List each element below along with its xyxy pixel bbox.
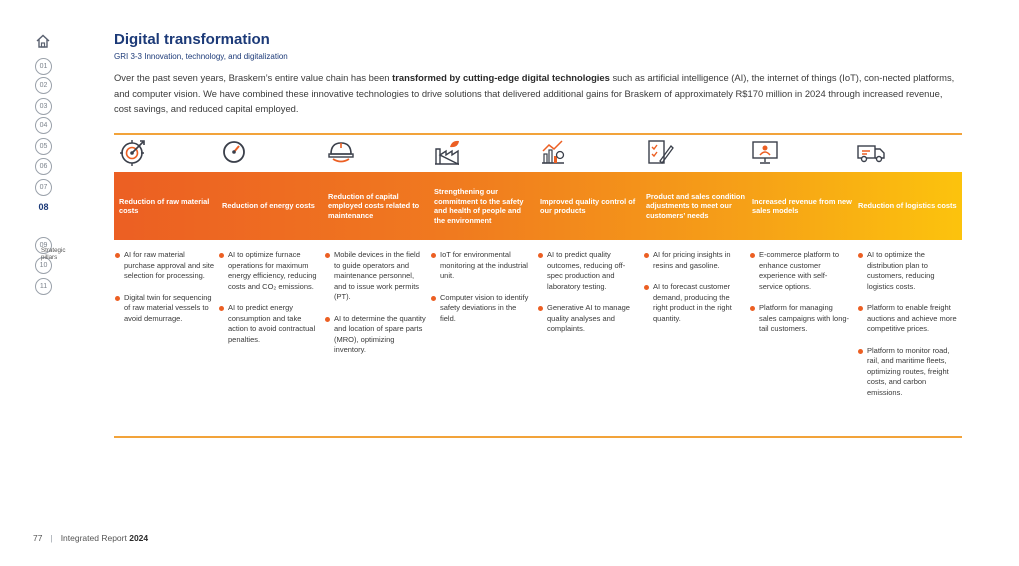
column-heading: Increased revenue from new sales models — [752, 196, 852, 215]
bottom-divider — [114, 436, 962, 438]
intro-highlight: transformed by cutting-edge digital technologies — [392, 72, 610, 83]
column-heading: Reduction of logistics costs — [858, 201, 957, 211]
monitor-user-icon — [750, 137, 780, 167]
nav-section-10[interactable]: 10 — [35, 257, 52, 274]
page-number: 77 — [33, 533, 43, 543]
bullet-item: Platform for managing sales campaigns with long-tail customers. — [749, 303, 851, 335]
pillar-column — [537, 250, 639, 346]
pillar-column — [857, 250, 959, 409]
bullet-item: Platform to monitor road, rail, and maritime fleets, optimizing routes, freight costs, and carbon emissions. — [857, 346, 959, 399]
bullet-item: AI to predict quality outcomes, reducing off-spec production and laboratory testing. — [537, 250, 639, 292]
nav-section-07[interactable]: 07 — [35, 179, 52, 196]
bullet-item: E-commerce platform to enhance customer experience with self-service options. — [749, 250, 851, 292]
column-heading: Reduction of capital employed costs related to maintenance — [328, 191, 420, 220]
pillar-icons-row — [114, 137, 962, 171]
bullet-item: Computer vision to identify safety deviations in the field. — [430, 293, 532, 325]
gauge-icon — [219, 137, 249, 167]
pillar-column — [218, 250, 320, 356]
nav-active-sublabel: Strategic pillars — [41, 247, 66, 261]
report-year: 2024 — [129, 533, 149, 543]
quality-chart-icon — [538, 137, 568, 167]
nav-section-04[interactable]: 04 — [35, 117, 52, 134]
column-heading: Improved quality control of our products — [540, 196, 636, 215]
pillar-column — [643, 250, 745, 335]
nav-section-03[interactable]: 03 — [35, 98, 52, 115]
nav-section-08[interactable]: 08 — [38, 202, 49, 212]
report-name: Integrated Report — [60, 533, 127, 543]
column-heading: Reduction of energy costs — [222, 201, 315, 211]
checklist-pen-icon — [644, 137, 674, 167]
bullet-item: IoT for environmental monitoring at the industrial unit. — [430, 250, 532, 282]
pillar-column — [114, 250, 216, 335]
home-icon[interactable] — [35, 33, 51, 49]
bullet-item: Platform to enable freight auctions and achieve more competitive prices. — [857, 303, 959, 335]
bullet-item: AI for raw material purchase approval and site selection for processing. — [114, 250, 216, 282]
gri-reference: GRI 3-3 Innovation, technology, and digitalization — [114, 52, 288, 61]
bullet-item: AI to forecast customer demand, producing the right product in the right quantity. — [643, 282, 745, 324]
page-footer: 77 | Integrated Report 2024 — [33, 533, 149, 543]
nav-section-01[interactable]: 01 — [35, 58, 52, 75]
nav-section-11[interactable]: 11 — [35, 278, 52, 295]
column-heading: Reduction of raw material costs — [119, 196, 210, 215]
intro-paragraph: Over the past seven years, Braskem’s entire value chain has been transformed by cutting-edge digital technologies such as artificial intelligence (AI), the internet of things (IoT), con-nected platforms, and computer vision. We have combined these innovative technologies to drive solutions that delivered additional gains for Braskem of approximately R$170 million in 2024 through increased revenue, cost savings, and reduced capital employed. — [114, 72, 955, 114]
page-title: Digital transformation — [114, 31, 270, 48]
safety-helmet-icon — [326, 137, 356, 167]
bullet-item: AI to optimize furnace operations for maximum energy efficiency, reducing costs and CO₂ emissions. — [218, 250, 320, 292]
top-divider — [114, 133, 962, 135]
nav-section-09[interactable]: 09 — [35, 237, 52, 254]
pillar-column — [430, 250, 532, 335]
nav-section-02[interactable]: 02 — [35, 77, 52, 94]
target-icon — [118, 137, 148, 167]
delivery-truck-icon — [856, 137, 886, 167]
bullet-item: Mobile devices in the field to guide operators and maintenance personnel, and to issue work permits (PT). — [324, 250, 426, 303]
factory-leaf-icon — [432, 137, 462, 167]
nav-section-06[interactable]: 06 — [35, 158, 52, 175]
column-heading: Product and sales condition adjustments to meet our customers’ needs — [646, 191, 745, 220]
pillar-headings-band — [114, 172, 962, 240]
bullet-item: Digital twin for sequencing of raw material vessels to avoid demurrage. — [114, 293, 216, 325]
bullet-item: AI to predict energy consumption and take action to avoid contractual penalties. — [218, 303, 320, 345]
bullet-item: AI to determine the quantity and location of spare parts (MRO), optimizing inventory. — [324, 314, 426, 356]
bullet-item: Generative AI to manage quality analyses and complaints. — [537, 303, 639, 335]
column-heading: Strengthening our commitment to the safety and health of people and the environment — [434, 187, 524, 225]
pillar-column — [324, 250, 426, 367]
bullet-item: AI to optimize the distribution plan to customers, reducing logistics costs. — [857, 250, 959, 292]
pillar-column — [749, 250, 851, 346]
bullet-item: AI for pricing insights in resins and gasoline. — [643, 250, 745, 271]
nav-section-05[interactable]: 05 — [35, 138, 52, 155]
